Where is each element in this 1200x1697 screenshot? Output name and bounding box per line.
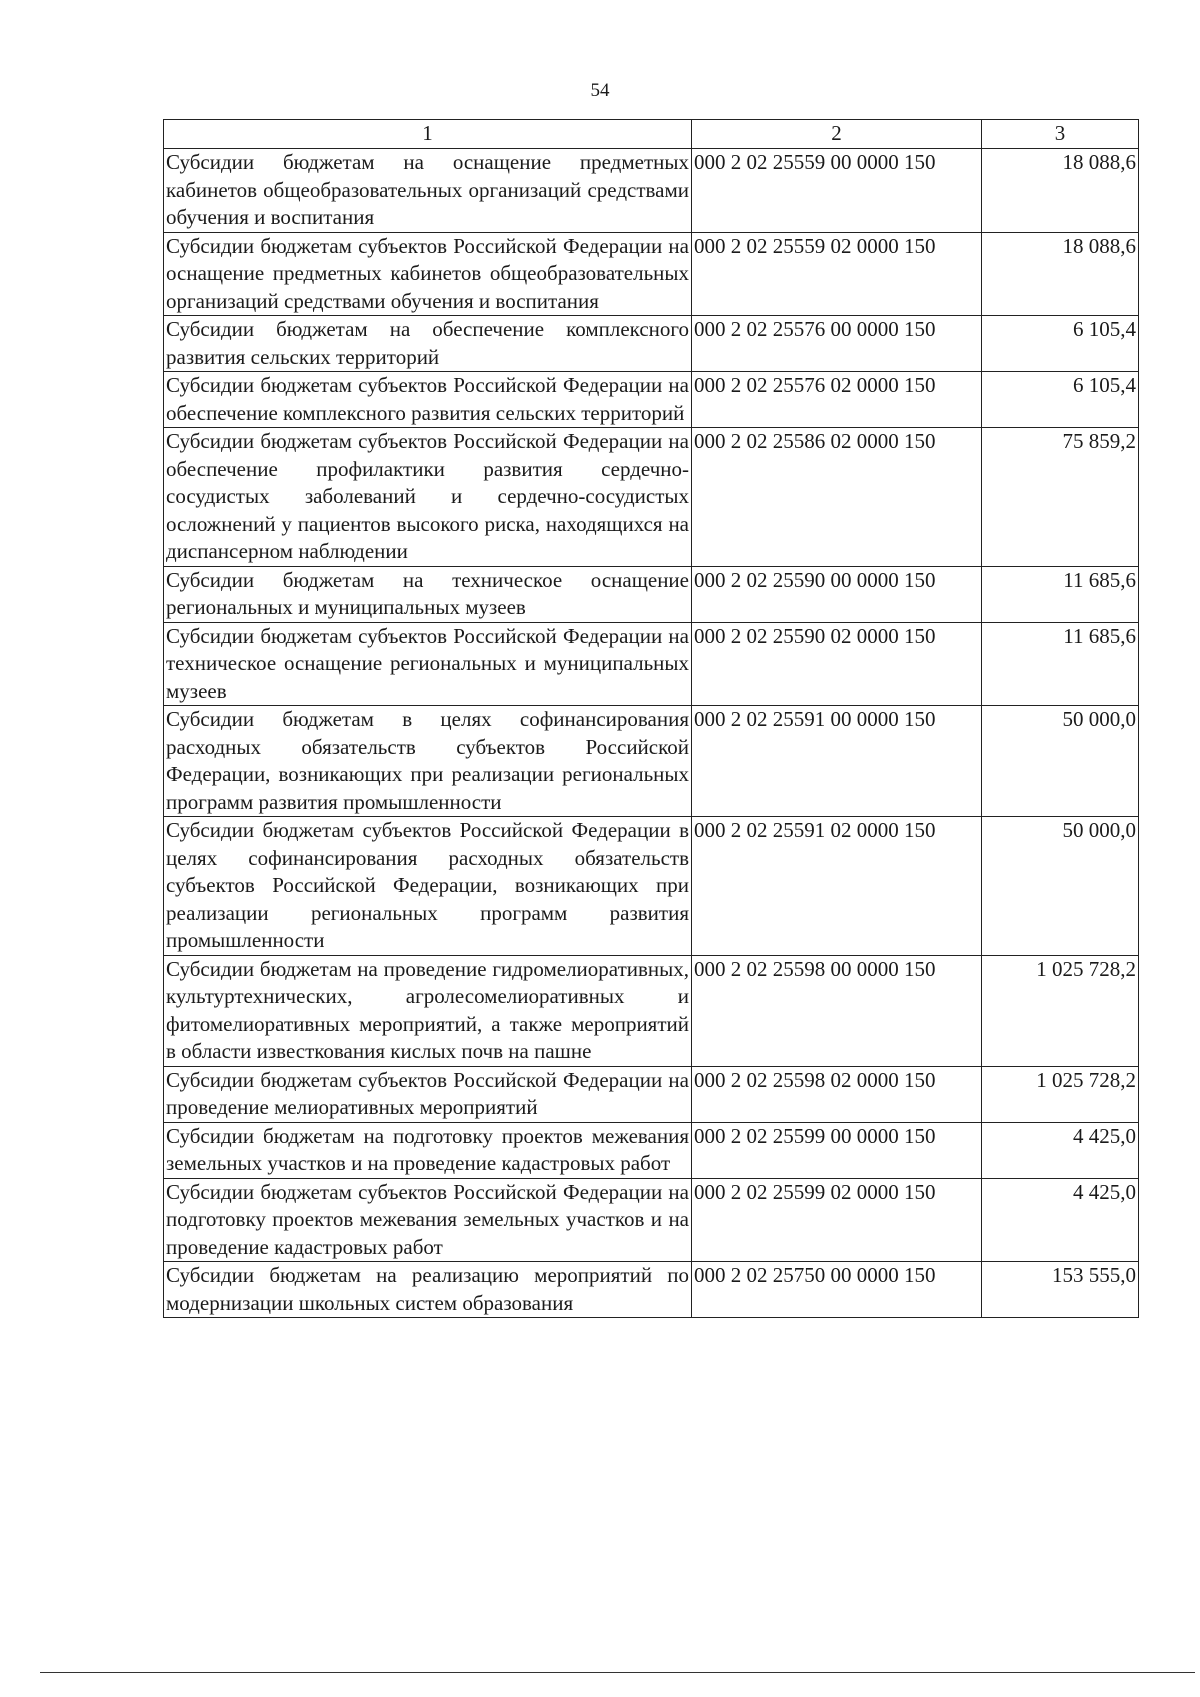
row-name-cell: Субсидии бюджетам на техническое оснащение региональных и муниципальных музеев (164, 566, 692, 622)
row-code-cell: 000 2 02 25598 02 0000 150 (692, 1066, 982, 1122)
row-name-cell: Субсидии бюджетам субъектов Российской Федерации на проведение мелиоративных мероприятий (164, 1066, 692, 1122)
row-code-cell: 000 2 02 25559 00 0000 150 (692, 149, 982, 233)
budget-table (163, 119, 1139, 1318)
table-row (164, 817, 1139, 956)
row-name-cell: Субсидии бюджетам на подготовку проектов межевания земельных участков и на проведение кадастровых работ (164, 1122, 692, 1178)
row-amount-cell: 11 685,6 (982, 566, 1139, 622)
table-row (164, 372, 1139, 428)
table-row (164, 149, 1139, 233)
table-body (164, 120, 1139, 1318)
page-number: 54 (590, 80, 610, 101)
table-row (164, 622, 1139, 706)
row-name-cell: Субсидии бюджетам субъектов Российской Федерации на обеспечение комплексного развития сельских территорий (164, 372, 692, 428)
row-code-cell: 000 2 02 25590 00 0000 150 (692, 566, 982, 622)
table-row (164, 955, 1139, 1066)
row-name-cell: Субсидии бюджетам на оснащение предметных кабинетов общеобразовательных организаций средствами обучения и воспитания (164, 149, 692, 233)
row-code-cell: 000 2 02 25591 02 0000 150 (692, 817, 982, 956)
row-code-cell: 000 2 02 25598 00 0000 150 (692, 955, 982, 1066)
table-row (164, 1122, 1139, 1178)
row-name-cell: Субсидии бюджетам субъектов Российской Федерации на подготовку проектов межевания земельных участков и на проведение кадастровых работ (164, 1178, 692, 1262)
row-amount-cell: 50 000,0 (982, 706, 1139, 817)
header-col-3: 3 (982, 120, 1139, 149)
row-amount-cell: 18 088,6 (982, 149, 1139, 233)
table-row (164, 1262, 1139, 1318)
row-amount-cell: 75 859,2 (982, 428, 1139, 567)
row-amount-cell: 50 000,0 (982, 817, 1139, 956)
row-name-cell: Субсидии бюджетам на проведение гидромелиоративных, культуртехнических, агролесомелиоративных и фитомелиоративных мероприятий, а также мероприятий в области известкования кислых почв на пашне (164, 955, 692, 1066)
table-row (164, 706, 1139, 817)
row-name-cell: Субсидии бюджетам субъектов Российской Федерации на обеспечение профилактики развития сердечно-сосудистых заболеваний и сердечно-сосудистых осложнений у пациентов высокого риска, находящихся на диспансерном наблюдении (164, 428, 692, 567)
row-code-cell: 000 2 02 25599 00 0000 150 (692, 1122, 982, 1178)
row-amount-cell: 153 555,0 (982, 1262, 1139, 1318)
row-name-cell: Субсидии бюджетам субъектов Российской Федерации в целях софинансирования расходных обязательств субъектов Российской Федерации, возникающих при реализации региональных программ развития промышленности (164, 817, 692, 956)
row-code-cell: 000 2 02 25590 02 0000 150 (692, 622, 982, 706)
table-row (164, 1066, 1139, 1122)
row-code-cell: 000 2 02 25559 02 0000 150 (692, 232, 982, 316)
header-col-2: 2 (692, 120, 982, 149)
header-row (164, 120, 1139, 149)
row-code-cell: 000 2 02 25586 02 0000 150 (692, 428, 982, 567)
table-row (164, 232, 1139, 316)
row-amount-cell: 4 425,0 (982, 1178, 1139, 1262)
table-row (164, 566, 1139, 622)
row-amount-cell: 6 105,4 (982, 316, 1139, 372)
header-col-1: 1 (164, 120, 692, 149)
table-row (164, 1178, 1139, 1262)
row-name-cell: Субсидии бюджетам субъектов Российской Федерации на техническое оснащение региональных и муниципальных музеев (164, 622, 692, 706)
row-amount-cell: 1 025 728,2 (982, 955, 1139, 1066)
row-code-cell: 000 2 02 25750 00 0000 150 (692, 1262, 982, 1318)
row-name-cell: Субсидии бюджетам на реализацию мероприятий по модернизации школьных систем образования (164, 1262, 692, 1318)
row-amount-cell: 1 025 728,2 (982, 1066, 1139, 1122)
row-amount-cell: 4 425,0 (982, 1122, 1139, 1178)
table-row (164, 428, 1139, 567)
row-name-cell: Субсидии бюджетам субъектов Российской Федерации на оснащение предметных кабинетов общеобразовательных организаций средствами обучения и воспитания (164, 232, 692, 316)
row-amount-cell: 6 105,4 (982, 372, 1139, 428)
row-name-cell: Субсидии бюджетам в целях софинансирования расходных обязательств субъектов Российской Федерации, возникающих при реализации региональных программ развития промышленности (164, 706, 692, 817)
row-name-cell: Субсидии бюджетам на обеспечение комплексного развития сельских территорий (164, 316, 692, 372)
row-code-cell: 000 2 02 25591 00 0000 150 (692, 706, 982, 817)
row-amount-cell: 18 088,6 (982, 232, 1139, 316)
row-code-cell: 000 2 02 25576 02 0000 150 (692, 372, 982, 428)
footer-rule (40, 1672, 1195, 1673)
table-row (164, 316, 1139, 372)
row-code-cell: 000 2 02 25576 00 0000 150 (692, 316, 982, 372)
row-code-cell: 000 2 02 25599 02 0000 150 (692, 1178, 982, 1262)
row-amount-cell: 11 685,6 (982, 622, 1139, 706)
